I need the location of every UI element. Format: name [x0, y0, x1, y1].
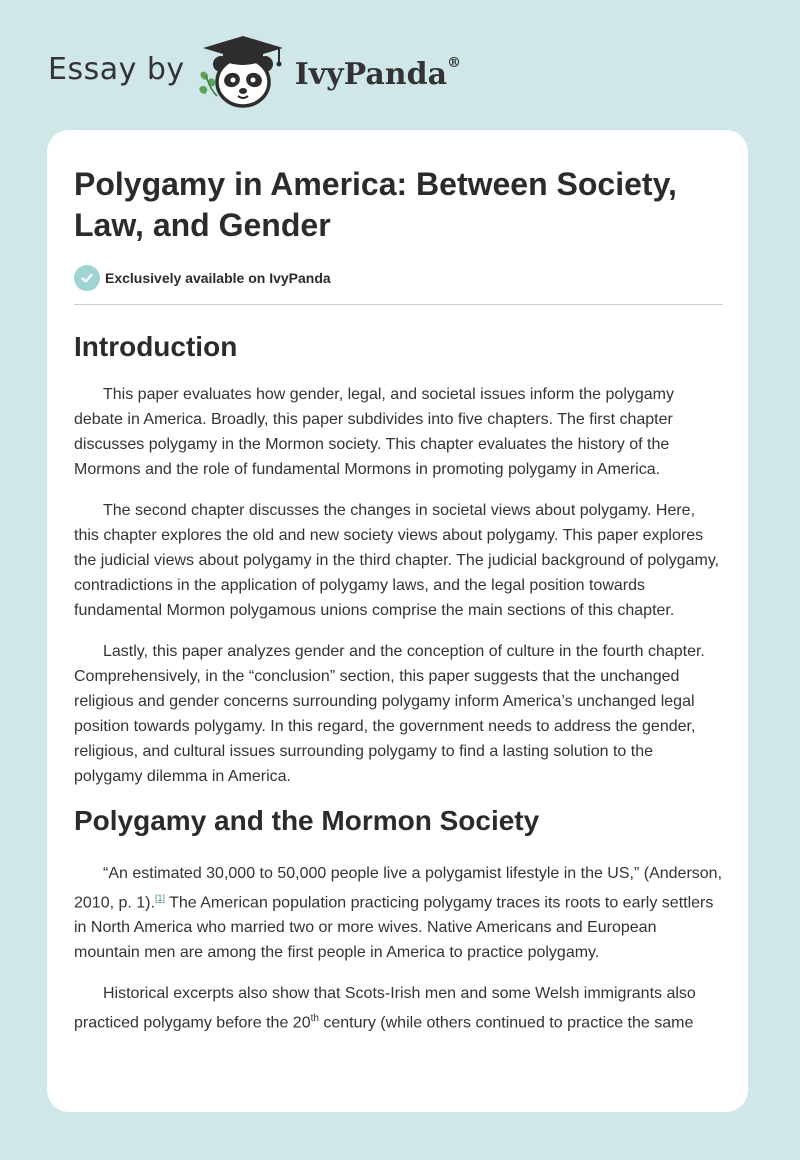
- essay-card: [47, 130, 748, 1112]
- exclusive-badge: [74, 265, 723, 291]
- ordinal-suffix: th: [310, 1013, 319, 1025]
- check-icon: [74, 265, 100, 291]
- brand-prefix: Essay by: [48, 51, 185, 87]
- section-heading-introduction: Introduction: [74, 331, 238, 362]
- brand-name: IvyPanda®: [294, 54, 462, 92]
- section-heading-mormon-society: Polygamy and the Mormon Society: [74, 805, 540, 836]
- paragraph: Historical excerpts also show that Scots-Irish men and some Welsh immigrants also practiced polygamy before the 20th century (while others continued to practice the same: [74, 985, 696, 1032]
- paragraph: This paper evaluates how gender, legal, and societal issues inform the polygamy debate in America. Broadly, this paper subdivides into five chapters. The first chapter discusses polygamy in the Mormon society. This chapter evaluates the history of the Mormons and the role of fundamental Mormons in promoting polygamy in America.: [74, 386, 674, 478]
- exclusive-badge-text: Exclusively available on IvyPanda: [105, 270, 331, 286]
- paragraph: Lastly, this paper analyzes gender and the conception of culture in the fourth chapter. Comprehensively, in the “conclusion” section, this paper suggests that the unchanged religious and gender concerns surrounding polygamy inform America’s unchanged legal position towards polygamy. In this regard, the government needs to address the gender, religious, and cultural issues surrounding polygamy to find a lasting solution to the polygamy dilemma in America.: [74, 643, 705, 785]
- footnote-link[interactable]: [1]: [154, 893, 165, 903]
- brand-header: [48, 34, 461, 110]
- paragraph: The second chapter discusses the changes in societal views about polygamy. Here, this chapter explores the old and new society views about polygamy. This paper explores the judicial views about polygamy in the third chapter. The judicial background of polygamy, contradictions in the application of polygamy laws, and the legal position towards fundamental Mormon polygamous unions comprise the main sections of this chapter.: [74, 502, 720, 619]
- registered-mark: ®: [447, 54, 462, 71]
- paragraph: “An estimated 30,000 to 50,000 people live a polygamist lifestyle in the US,” (Anderson, 2010, p. 1).[1] The American population practicing polygamy traces its roots to early settlers in North America who married two or more wives. Native Americans and European mountain men are among the first people in America to practice polygamy.: [74, 865, 723, 962]
- panda-graduate-logo-icon[interactable]: [197, 34, 289, 110]
- page-title: Polygamy in America: Between Society, Law, and Gender: [74, 166, 677, 243]
- divider: [74, 304, 723, 305]
- essay-content: [74, 164, 723, 1036]
